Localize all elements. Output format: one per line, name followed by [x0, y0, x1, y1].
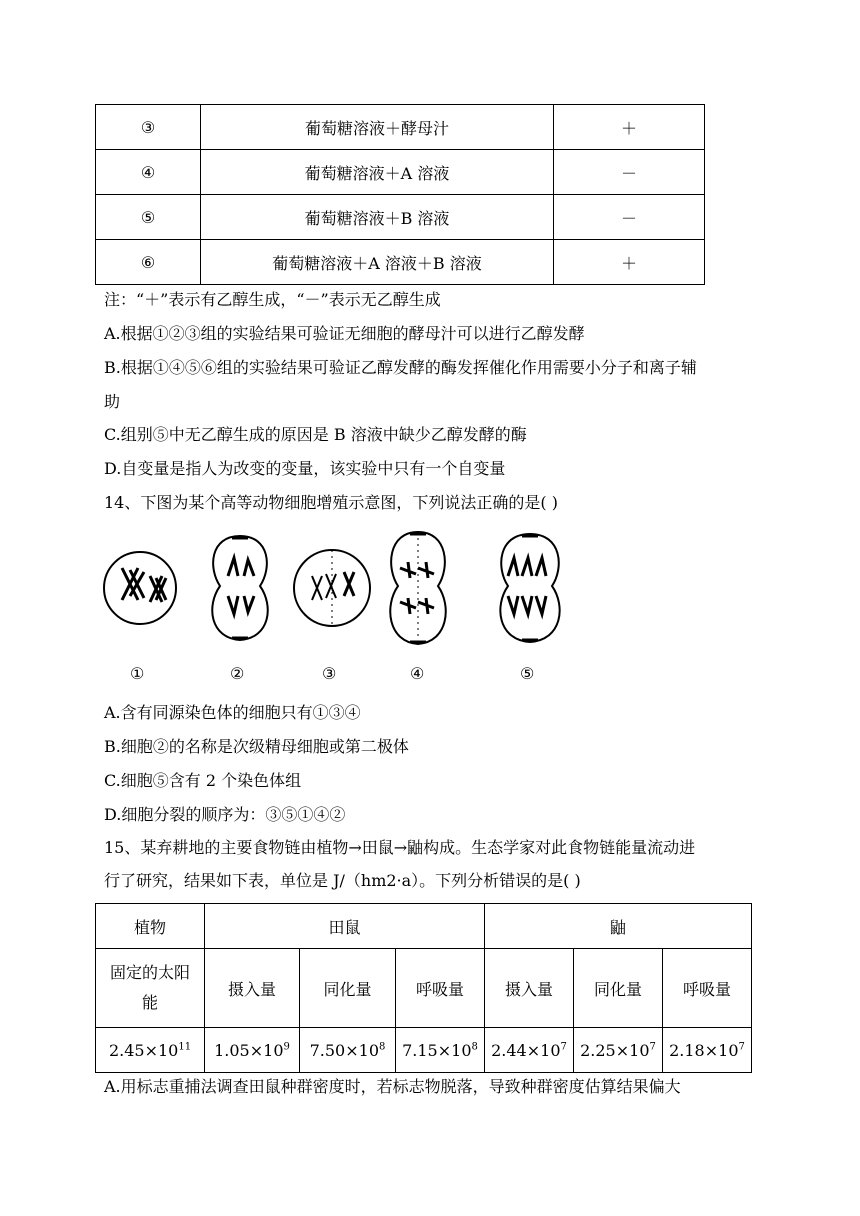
- q13-option-b: B.根据①④⑤⑥组的实验结果可验证乙醇发酵的酶发挥催化作用需要小分子和离子辅: [104, 358, 697, 377]
- q15-stem-1: 15、某弃耕地的主要食物链由植物→田鼠→鼬构成。生态学家对此食物链能量流动进: [104, 838, 696, 857]
- sub-assim: 同化量: [300, 949, 396, 1028]
- q13-option-c: C.组别⑤中无乙醇生成的原因是 B 溶液中缺少乙醇发酵的酶: [104, 425, 527, 444]
- cell-label-5: ⑤: [520, 664, 535, 683]
- value-cell: $2.25\times 10^7$: [574, 1028, 663, 1073]
- table-row: [96, 1028, 752, 1073]
- group-cell: ⑤: [96, 195, 201, 240]
- value-cell: $2.44\times 10^7$: [485, 1028, 574, 1073]
- sub-intake-2: 摄入量: [485, 949, 574, 1028]
- cell-label-2: ②: [230, 664, 245, 683]
- value-cell: $1.05\times 10^9$: [205, 1028, 300, 1073]
- result-cell: －: [554, 150, 705, 195]
- content-cell: 葡萄糖溶液＋B 溶液: [201, 195, 554, 240]
- group-cell: ④: [96, 150, 201, 195]
- table-note: 注：“＋”表示有乙醇生成，“－”表示无乙醇生成: [104, 290, 441, 309]
- table-row: [96, 105, 705, 150]
- content-cell: 葡萄糖溶液＋A 溶液＋B 溶液: [201, 240, 554, 285]
- result-cell: ＋: [554, 105, 705, 150]
- q14-stem: 14、下图为某个高等动物细胞增殖示意图，下列说法正确的是( ): [104, 493, 558, 512]
- cell-diagrams: [100, 528, 580, 688]
- group-cell: ③: [96, 105, 201, 150]
- q14-option-d: D.细胞分裂的顺序为：③⑤①④②: [104, 805, 346, 824]
- q13-option-b-cont: 助: [104, 392, 121, 411]
- header-weasel: 鼬: [485, 904, 752, 949]
- cell-label-1: ①: [130, 664, 145, 683]
- q13-option-a: A.根据①②③组的实验结果可验证无细胞的酵母汁可以进行乙醇发酵: [104, 324, 585, 343]
- value-cell: $2.18\times 10^7$: [663, 1028, 752, 1073]
- sub-resp-2: 呼吸量: [663, 949, 752, 1028]
- sub-intake: 摄入量: [205, 949, 300, 1028]
- q15-stem-2: 行了研究，结果如下表，单位是 J/（hm2·a）。下列分析错误的是( ): [104, 871, 581, 890]
- cell-label-4: ④: [410, 664, 425, 683]
- table-row: [96, 240, 705, 285]
- cell-division-figure: [100, 528, 580, 688]
- result-cell: －: [554, 195, 705, 240]
- table-header-row: [96, 904, 752, 949]
- sub-resp: 呼吸量: [396, 949, 485, 1028]
- value-cell: $2.45\times 10^{11}$: [96, 1028, 205, 1073]
- q14-option-b: B.细胞②的名称是次级精母细胞或第二极体: [104, 737, 409, 756]
- experiment-table: [95, 104, 705, 285]
- q14-option-c: C.细胞⑤含有 2 个染色体组: [104, 771, 302, 790]
- content-cell: 葡萄糖溶液＋A 溶液: [201, 150, 554, 195]
- table-subheader-row: [96, 949, 752, 1028]
- q15-option-a: A.用标志重捕法调查田鼠种群密度时，若标志物脱落，导致种群密度估算结果偏大: [104, 1077, 681, 1096]
- content-cell: 葡萄糖溶液＋酵母汁: [201, 105, 554, 150]
- result-cell: ＋: [554, 240, 705, 285]
- table-row: [96, 150, 705, 195]
- energy-flow-table: [95, 903, 752, 1073]
- cell-label-3: ③: [322, 664, 337, 683]
- group-cell: ⑥: [96, 240, 201, 285]
- sub-assim-2: 同化量: [574, 949, 663, 1028]
- value-cell: $7.50\times 10^8$: [300, 1028, 396, 1073]
- sub-fixed: 固定的太阳能: [96, 949, 205, 1028]
- q14-option-a: A.含有同源染色体的细胞只有①③④: [104, 703, 361, 722]
- header-plant: 植物: [96, 904, 205, 949]
- q13-option-d: D.自变量是指人为改变的变量，该实验中只有一个自变量: [104, 459, 506, 478]
- value-cell: $7.15\times 10^8$: [396, 1028, 485, 1073]
- table-row: [96, 195, 705, 240]
- header-vole: 田鼠: [205, 904, 485, 949]
